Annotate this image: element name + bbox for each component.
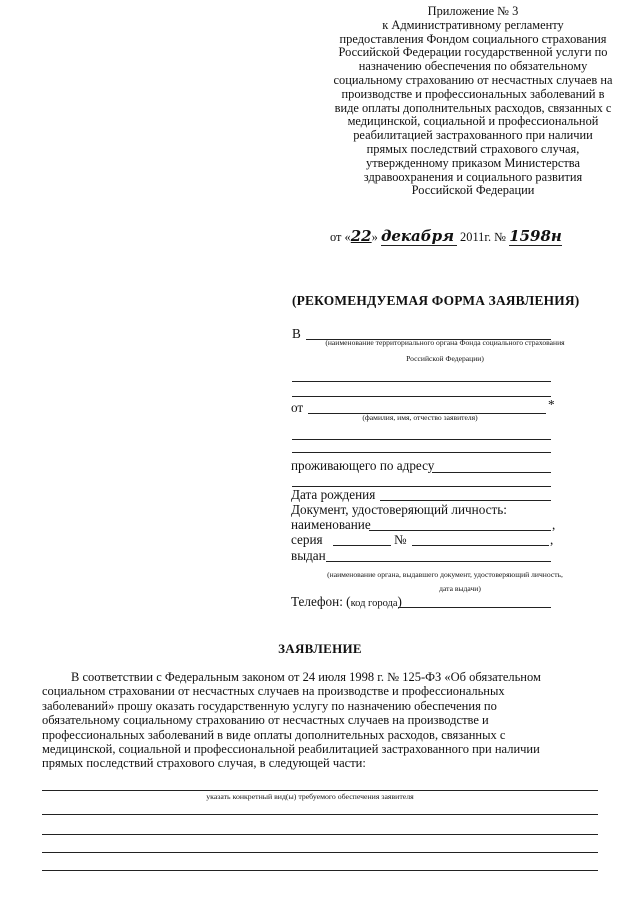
to-field-line-2[interactable] [292,381,551,382]
phone-line [291,594,402,610]
appendix-line: производстве и профессиональных заболеваний в [341,86,605,101]
order-date-line [330,227,562,246]
fill-line-5[interactable] [42,870,598,871]
appendix-line: к Административному регламенту [382,17,564,32]
from-label: от [291,400,304,415]
appendix-line: здравоохранения и социального развития [363,169,583,184]
date-prefix: от « [330,230,351,244]
to-field-line-3[interactable] [292,396,551,397]
to-hint-2: Российской Федерации) [406,354,484,363]
address-label: проживающего по адресу [291,458,435,473]
fill-line-2[interactable] [42,814,598,815]
appendix-line: назначению обеспечения по обязательному [358,59,588,74]
issued-hint-2: дата выдачи) [439,584,481,593]
address-field-line[interactable] [432,472,551,473]
appendix-line: Российской Федерации государственной услуги по [338,45,608,60]
phone-field-line[interactable] [398,607,551,608]
doc-name-comma: , [552,517,556,532]
from-asterisk: * [548,397,555,412]
from-field-line-3[interactable] [292,452,551,453]
document-label: Документ, удостоверяющий личность: [291,502,507,517]
fill-line-3[interactable] [42,834,598,835]
appendix-line: прямых последствий страхового случая, [366,141,580,156]
fill-hint: указать конкретный вид(ы) требуемого обеспечения заявителя [206,792,414,801]
from-hint: (фамилия, имя, отчество заявителя) [362,413,478,422]
fill-line-4[interactable] [42,852,598,853]
doc-series-comma: , [550,532,554,547]
appendix-line: социальному страхованию от несчастных случаев на [333,72,613,87]
from-field-line-2[interactable] [292,439,551,440]
statement-line: заболеваний» прошу оказать государственную услугу по назначению обеспечения по [42,698,497,713]
appendix-line: Российской Федерации [411,183,535,198]
birth-label: Дата рождения [291,487,376,502]
issued-hint-1: (наименование органа, выдавшего документ, удостоверяющий личность, [327,570,563,579]
phone-close: ) [397,594,402,609]
doc-issued-label: выдан [291,548,326,563]
doc-name-label: наименование [291,517,371,532]
statement-line: профессиональных заболеваний в виде оплаты дополнительных расходов, связанных с [42,727,506,742]
birth-field-line[interactable] [380,500,551,501]
date-day-handwritten: 22 [350,227,372,245]
appendix-line: Приложение № 3 [427,4,519,18]
doc-series-label: серия [291,532,323,547]
statement-heading: ЗАЯВЛЕНИЕ [278,641,362,656]
appendix-line: утвержденному приказом Министерства [366,155,580,170]
doc-issued-field-line[interactable] [326,561,551,562]
statement-line: прямых последствий страхового случая, в следующей части: [42,756,366,771]
statement-line: обязательному социальному страхованию от несчастных случаев на производстве и [42,713,489,728]
phone-code-hint: код города [350,598,398,609]
appendix-line: медицинской, социальной и профессиональной [347,114,599,129]
doc-number-label: № [394,532,407,547]
order-number-handwritten: 1598н [509,227,562,245]
phone-label: Телефон: ( [291,594,351,609]
statement-body [42,670,598,771]
appendix-line: предоставления Фондом социального страхования [339,31,607,46]
to-hint-1: (наименование территориального органа Фонда социального страхования [325,338,565,347]
form-title: (РЕКОМЕНДУЕМАЯ ФОРМА ЗАЯВЛЕНИЯ) [292,293,580,308]
appendix-line: реабилитацией застрахованного при наличии [353,128,593,143]
doc-name-field-line[interactable] [369,530,551,531]
statement-line: В соответствии с Федеральным законом от 24 июля 1998 г. № 125-ФЗ «Об обязательном [71,670,541,684]
fill-line-1[interactable] [42,790,598,791]
statement-line: социальном страховании от несчастных случаев на производстве и профессиональных [42,684,505,699]
doc-number-field-line[interactable] [412,545,549,546]
doc-series-field-line[interactable] [333,545,391,546]
appendix-line: виде оплаты дополнительных расходов, связанных с [334,100,612,115]
date-year: 2011г. № [460,230,507,244]
date-mid: » [371,230,378,244]
to-label: В [292,326,301,341]
appendix-block [326,5,620,198]
statement-line: медицинской, социальной и профессиональной реабилитацией застрахованного при наличии [42,742,540,757]
date-month-handwritten: декабря [381,227,457,246]
